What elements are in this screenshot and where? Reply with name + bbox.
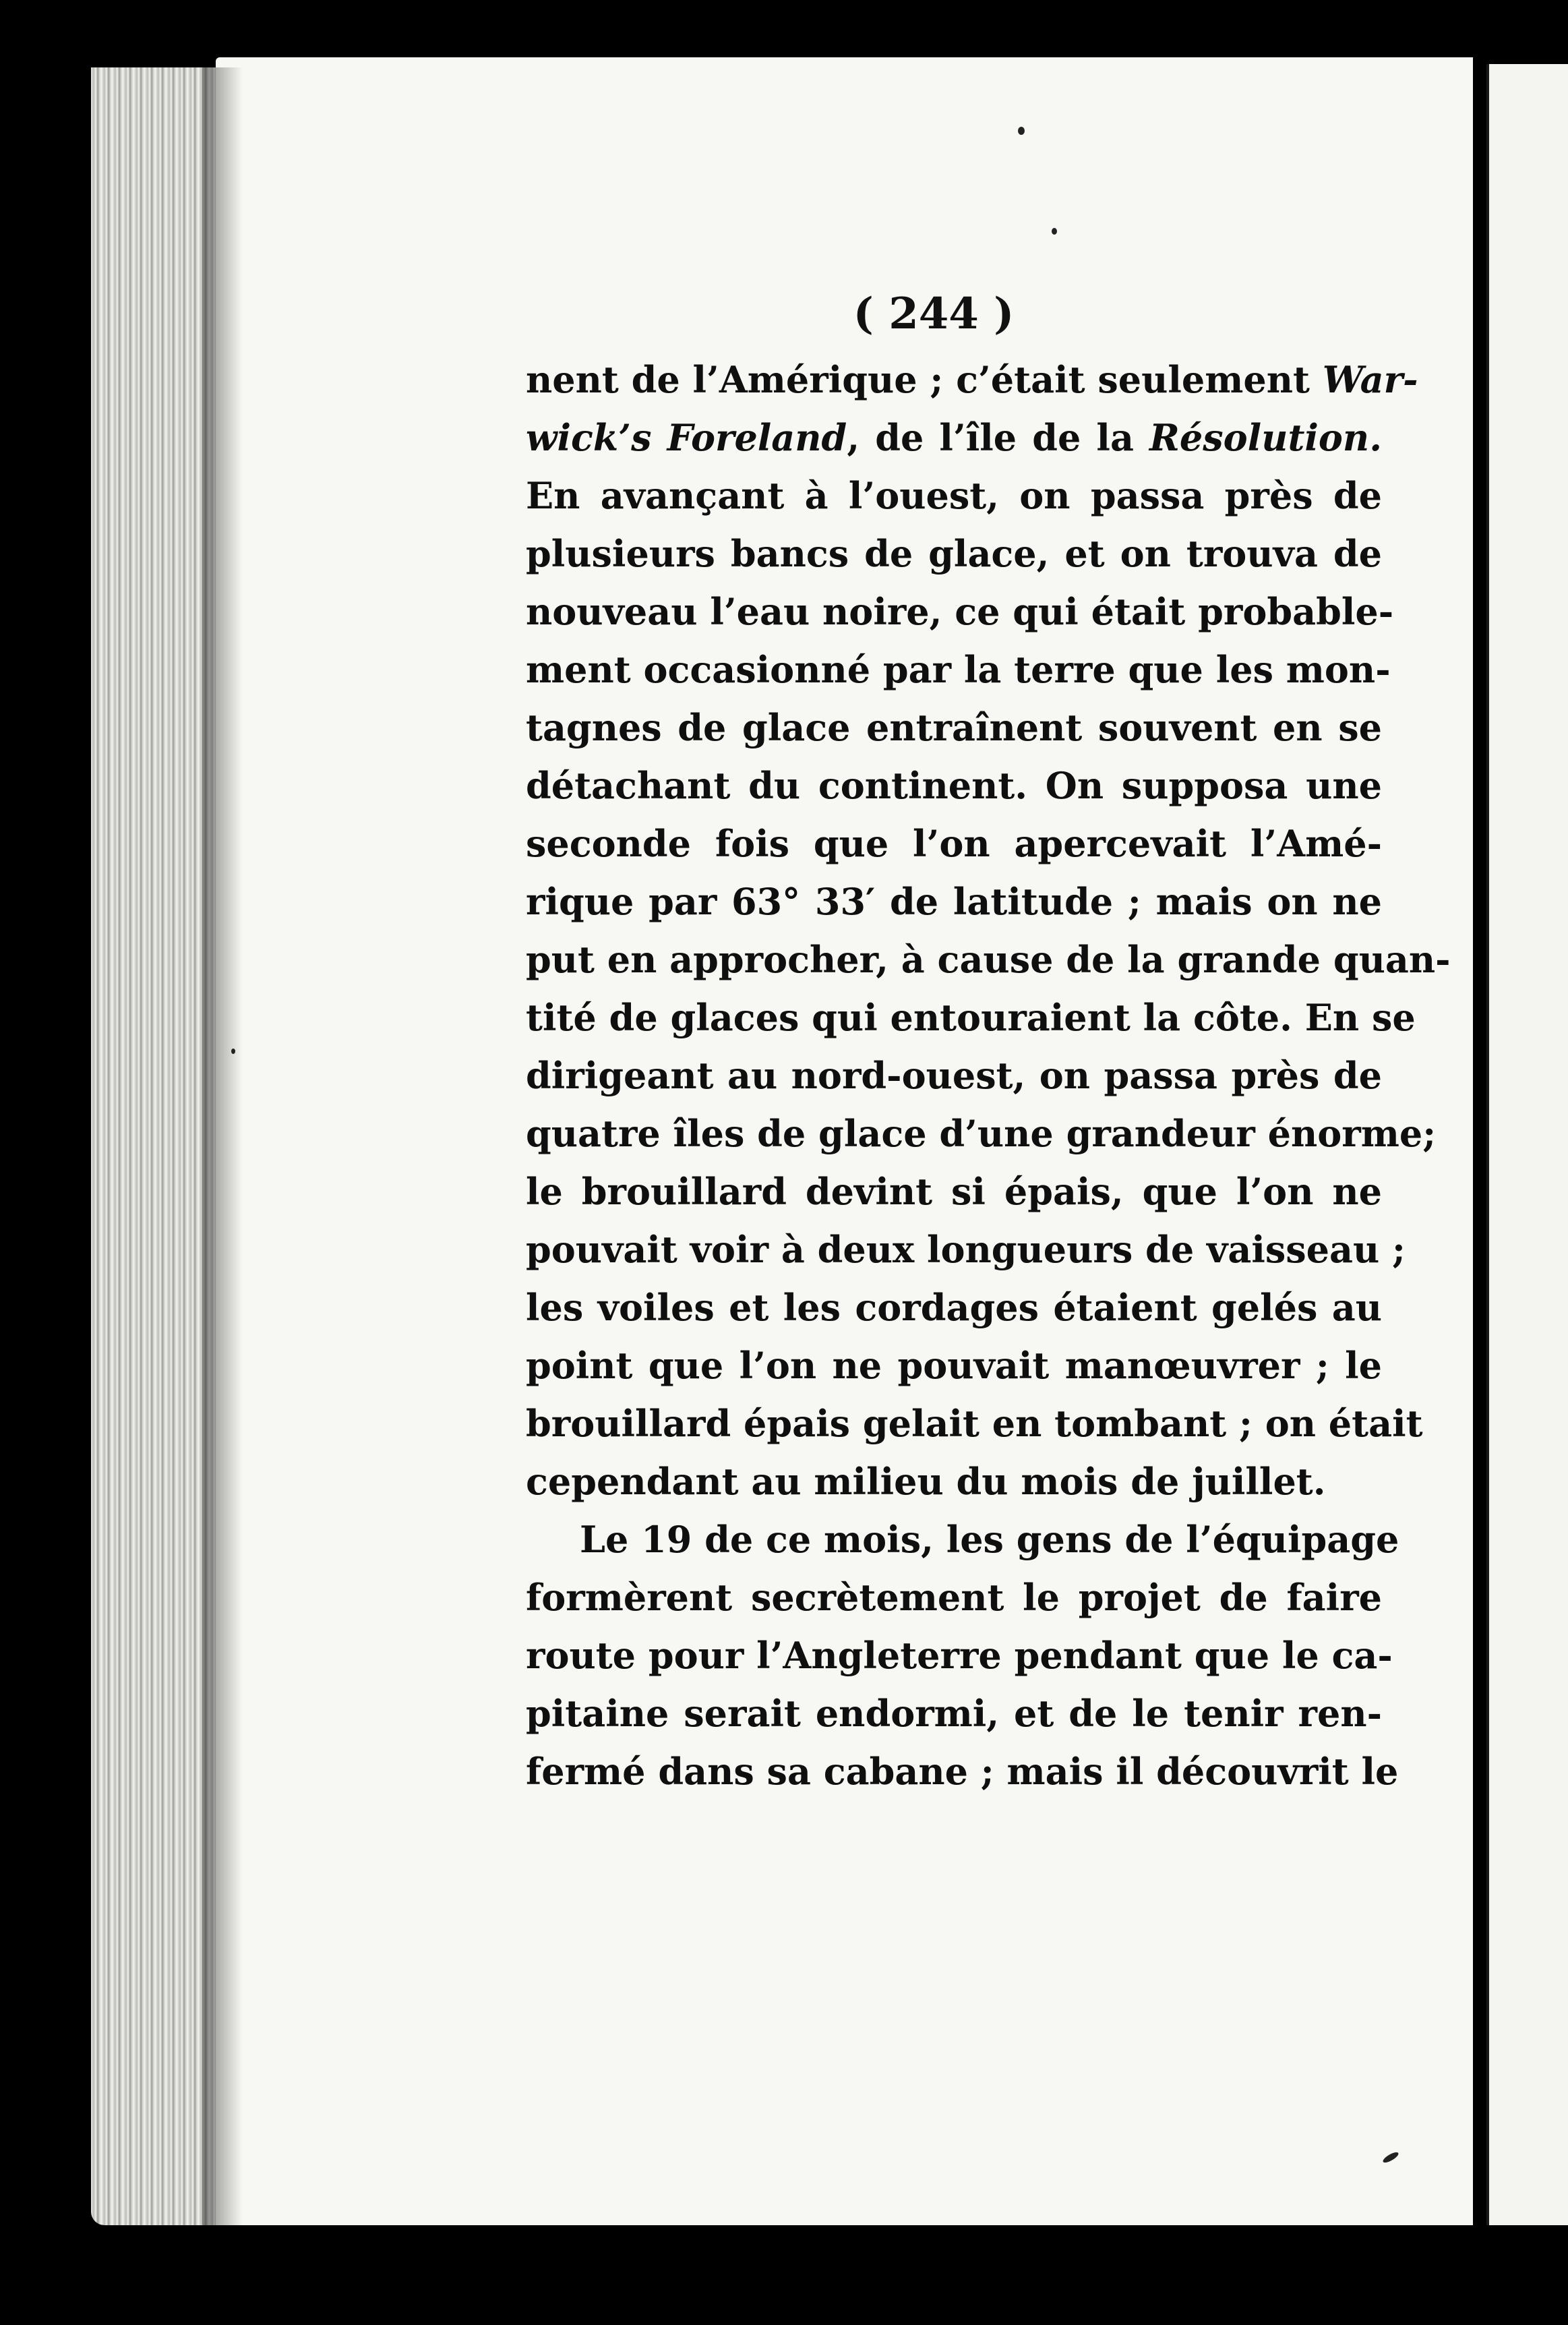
- text-segment: pouvait voir à deux longueurs de vaisseau ;: [526, 1228, 1406, 1271]
- text-segment: seconde fois que l’on apercevait l’Amé-: [526, 822, 1382, 865]
- text-line: [526, 1336, 1382, 1394]
- text-line: [526, 525, 1382, 583]
- text-line: [526, 931, 1451, 989]
- gutter-shadow: [202, 67, 243, 2225]
- text-line: [526, 583, 1394, 641]
- text-segment: formèrent secrètement le projet de faire: [526, 1576, 1382, 1619]
- text-line: [526, 1047, 1382, 1105]
- italic-text-segment: wick’s Foreland: [526, 416, 847, 459]
- text-line: [526, 1162, 1382, 1220]
- text-segment: nent de l’Amérique ; c’était seulement: [526, 358, 1323, 401]
- text-line: [526, 873, 1382, 931]
- text-line: [526, 1684, 1382, 1742]
- bottom-shadow: [91, 2225, 1568, 2325]
- italic-text-segment: Résolution.: [1149, 416, 1382, 459]
- text-line: [526, 1105, 1437, 1162]
- text-line: [526, 1568, 1382, 1626]
- text-segment: point que l’on ne pouvait manœuvrer ; le: [526, 1344, 1382, 1387]
- text-line: [526, 1510, 1399, 1568]
- text-segment: brouillard épais gelait en tombant ; on était: [526, 1402, 1423, 1445]
- body-text: [526, 351, 1451, 1800]
- text-segment: fermé dans sa cabane ; mais il découvrit le: [526, 1750, 1399, 1793]
- text-segment: ment occasionné par la terre que les mon-: [526, 648, 1391, 691]
- text-segment: rique par 63° 33′ de latitude ; mais on ne: [526, 880, 1382, 923]
- text-segment: cependant au milieu du mois de juillet.: [526, 1460, 1326, 1503]
- text-segment: put en approcher, à cause de la grande quan-: [526, 938, 1451, 981]
- text-line: [526, 699, 1382, 757]
- ink-speck: [1018, 127, 1025, 135]
- text-segment: nouveau l’eau noire, ce qui était probable-: [526, 590, 1394, 633]
- text-segment: pitaine serait endormi, et de le tenir ren-: [526, 1692, 1382, 1735]
- text-line: [526, 1626, 1393, 1684]
- text-segment: tité de glaces qui entouraient la côte. En se: [526, 996, 1416, 1039]
- text-line: [526, 1394, 1423, 1452]
- text-segment: En avançant à l’ouest, on passa près de: [526, 474, 1382, 517]
- text-line: [526, 641, 1391, 699]
- text-line: [526, 1742, 1399, 1800]
- text-segment: Le 19 de ce mois, les gens de l’équipage: [580, 1518, 1399, 1561]
- ink-speck: [1052, 228, 1057, 235]
- adjacent-page-edge: [1486, 64, 1568, 2249]
- text-line: [526, 409, 1382, 467]
- text-line: [526, 351, 1418, 409]
- text-line: [526, 1452, 1382, 1510]
- text-segment: route pour l’Angleterre pendant que le ca-: [526, 1634, 1393, 1677]
- ink-speck: [231, 1049, 235, 1054]
- text-line: [526, 1278, 1382, 1336]
- text-segment: les voiles et les cordages étaient gelés au: [526, 1286, 1382, 1329]
- text-segment: le brouillard devint si épais, que l’on ne: [526, 1170, 1382, 1213]
- text-line: [526, 757, 1382, 815]
- text-line: [526, 989, 1416, 1047]
- text-segment: détachant du continent. On supposa une: [526, 764, 1382, 807]
- text-segment: , de l’île de la: [847, 416, 1150, 459]
- text-line: [526, 815, 1382, 873]
- page-number: ( 244 ): [853, 289, 1015, 339]
- text-line: [526, 1220, 1406, 1278]
- italic-text-segment: War-: [1322, 358, 1418, 401]
- text-segment: plusieurs bancs de glace, et on trouva de: [526, 532, 1382, 575]
- text-line: [526, 467, 1382, 525]
- text-segment: dirigeant au nord-ouest, on passa près de: [526, 1054, 1382, 1097]
- text-segment: tagnes de glace entraînent souvent en se: [526, 706, 1382, 749]
- text-segment: quatre îles de glace d’une grandeur énorme;: [526, 1112, 1437, 1155]
